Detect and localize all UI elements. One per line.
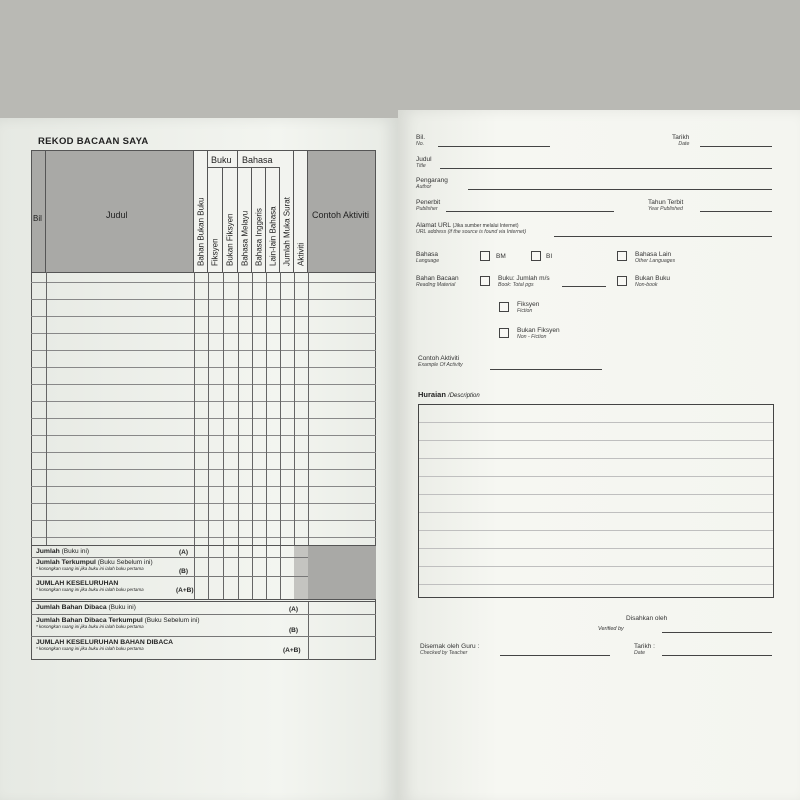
table-row[interactable] xyxy=(31,435,376,452)
tahun-terbit-label: Tahun Terbit Year Published xyxy=(648,199,684,212)
pengarang-label: Pengarang Author xyxy=(416,177,448,190)
contoh-aktiviti-field[interactable] xyxy=(490,369,602,370)
summary-column-divider xyxy=(266,545,267,599)
table-header-divider xyxy=(31,272,376,273)
judul-field[interactable] xyxy=(440,168,772,169)
col-lain-lain-bahasa-label: Lain-lain Bahasa xyxy=(268,206,277,266)
table-column-divider xyxy=(208,272,209,545)
summary-column-divider xyxy=(208,545,209,599)
table-column-divider xyxy=(223,272,224,545)
summary-terkumpul: Jumlah Terkumpul (Buku Sebelum ini) * kosongkan ruang ini jika buku ini ialah buku pertama xyxy=(36,559,153,571)
description-line xyxy=(419,440,773,441)
bil-field[interactable] xyxy=(438,146,550,147)
col-fiksyen-label: Fiksyen xyxy=(210,238,220,266)
bahasa-lain-checkbox[interactable] xyxy=(617,251,627,261)
header-contoh-label: Contoh Aktiviti xyxy=(312,210,370,220)
bukan-buku-label: Bukan Buku Non-book xyxy=(635,275,671,288)
url-field[interactable] xyxy=(554,236,772,237)
table-row[interactable] xyxy=(31,367,376,384)
summary-keseluruhan-tag: (A+B) xyxy=(176,587,194,594)
col-bahasa-inggeris-label: Bahasa Inggeris xyxy=(254,208,263,266)
page-title: REKOD BACAAN SAYA xyxy=(38,136,149,147)
summary-dibaca-tag: (A) xyxy=(289,606,299,613)
tarikh-label: Tarikh Date xyxy=(672,134,690,147)
disahkan-field[interactable] xyxy=(662,632,772,633)
summary-dibaca-terkumpul: Jumlah Bahan Dibaca Terkumpul (Buku Sebelum ini) * kosongkan ruang ini jika buku ini ialah buku pertama xyxy=(36,617,200,629)
disemak-label: Disemak oleh Guru : Checked by Teacher xyxy=(420,643,480,656)
tarikh2-label: Tarikh : Date xyxy=(634,643,655,656)
pengarang-field[interactable] xyxy=(468,189,772,190)
description-line xyxy=(419,476,773,477)
table-row[interactable] xyxy=(31,316,376,333)
table-row[interactable] xyxy=(31,282,376,299)
summary-dibaca-keseluruhan: JUMLAH KESELURUHAN BAHAN DIBACA * kosongkan ruang ini jika buku ini ialah buku pertama xyxy=(36,639,174,651)
summary-column-divider xyxy=(238,545,239,599)
bil-label: Bil. No. xyxy=(416,134,426,147)
description-line xyxy=(419,422,773,423)
table-row[interactable] xyxy=(31,299,376,316)
summary-jumlah-tag: (A) xyxy=(179,549,189,556)
buku-jumlah-field[interactable] xyxy=(562,286,606,287)
col-aktiviti-label: Aktiviti xyxy=(296,242,305,266)
summary-column-divider xyxy=(194,545,195,599)
contoh-aktiviti-label: Contoh Aktiviti Example Of Activity xyxy=(418,355,463,368)
fiksyen-label: Fiksyen Fiction xyxy=(517,301,540,314)
huraian-heading: Huraian /Description xyxy=(418,390,480,399)
header-bil-label: Bil xyxy=(33,214,42,223)
summary-shade-b xyxy=(294,545,308,599)
col-jumlah-muka-surat-label: Jumlah Muka Surat xyxy=(282,197,291,266)
table-column-divider xyxy=(308,272,309,545)
col-bahasa-melayu-label: Bahasa Melayu xyxy=(240,210,249,266)
summary-dibaca-terkumpul-tag: (B) xyxy=(289,627,299,634)
judul-label: Judul Title xyxy=(416,156,432,169)
table-column-divider xyxy=(252,272,253,545)
table-row[interactable] xyxy=(31,452,376,469)
bahasa-lain-label: Bahasa Lain Other Languages xyxy=(635,251,676,264)
header-judul-label: Judul xyxy=(106,210,128,220)
penerbit-label: Penerbit Publisher xyxy=(416,199,441,212)
bm-checkbox[interactable] xyxy=(480,251,490,261)
table-column-divider xyxy=(194,272,195,545)
header-buku-label: Buku xyxy=(211,155,232,165)
disahkan-label: Disahkan oleh xyxy=(626,615,668,622)
summary-keseluruhan: JUMLAH KESELURUHAN * kosongkan ruang ini jika buku ini ialah buku pertama xyxy=(36,580,144,592)
summary-column-divider xyxy=(252,545,253,599)
summary-terkumpul-tag: (B) xyxy=(179,568,189,575)
buku-jumlah-label: Buku: Jumlah m/s Book: Total pgs xyxy=(498,275,550,288)
summary-dibaca: Jumlah Bahan Dibaca (Buku ini) xyxy=(36,604,136,611)
bahasa-label: Bahasa Language xyxy=(416,251,440,264)
table-row[interactable] xyxy=(31,401,376,418)
table-row[interactable] xyxy=(31,520,376,537)
disahkan-en-label: Verified by xyxy=(598,626,624,632)
table-column-divider xyxy=(46,272,47,545)
table-column-divider xyxy=(280,272,281,545)
description-line xyxy=(419,548,773,549)
col-bukan-fiksyen-label: Bukan Fiksyen xyxy=(225,213,235,266)
bi-checkbox[interactable] xyxy=(531,251,541,261)
table-row[interactable] xyxy=(31,333,376,350)
bukan-buku-checkbox[interactable] xyxy=(617,276,627,286)
header-bahasa-label: Bahasa xyxy=(242,155,273,165)
table-row[interactable] xyxy=(31,503,376,520)
tarikh-field[interactable] xyxy=(700,146,772,147)
tarikh2-field[interactable] xyxy=(662,655,772,656)
table-column-divider xyxy=(238,272,239,545)
tahun-terbit-field[interactable] xyxy=(700,211,772,212)
description-line xyxy=(419,494,773,495)
bukan-fiksyen-checkbox[interactable] xyxy=(499,328,509,338)
table-row[interactable] xyxy=(31,384,376,401)
description-line xyxy=(419,512,773,513)
description-line xyxy=(419,584,773,585)
fiksyen-checkbox[interactable] xyxy=(499,302,509,312)
summary-column-divider xyxy=(280,545,281,599)
description-line xyxy=(419,566,773,567)
table-row[interactable] xyxy=(31,418,376,435)
bm-label: BM xyxy=(496,253,506,260)
table-column-divider xyxy=(294,272,295,545)
summary-shade-a xyxy=(308,545,376,599)
description-box[interactable] xyxy=(418,404,774,598)
table-row[interactable] xyxy=(31,486,376,503)
summary-dibaca-keseluruhan-tag: (A+B) xyxy=(283,647,301,654)
summary-column-divider xyxy=(223,545,224,599)
table-row[interactable] xyxy=(31,469,376,486)
table-row[interactable] xyxy=(31,350,376,367)
penerbit-field[interactable] xyxy=(446,211,614,212)
buku-checkbox[interactable] xyxy=(480,276,490,286)
description-line xyxy=(419,458,773,459)
bukan-fiksyen-label: Bukan Fiksyen Non - Fiction xyxy=(517,327,560,340)
bahan-bacaan-label: Bahan Bacaan Reading Material xyxy=(416,275,459,288)
col-bahan-bukan-buku-label: Bahan Bukan Buku xyxy=(196,197,205,266)
description-line xyxy=(419,530,773,531)
disemak-field[interactable] xyxy=(500,655,610,656)
table-column-divider xyxy=(266,272,267,545)
bi-label: BI xyxy=(546,253,553,260)
summary-column-divider xyxy=(308,601,309,660)
url-label: Alamat URL (Jika sumber melalui Internet) URL address (if the source is found via Internet) xyxy=(416,222,527,235)
summary-jumlah: Jumlah (Buku ini) xyxy=(36,548,90,555)
